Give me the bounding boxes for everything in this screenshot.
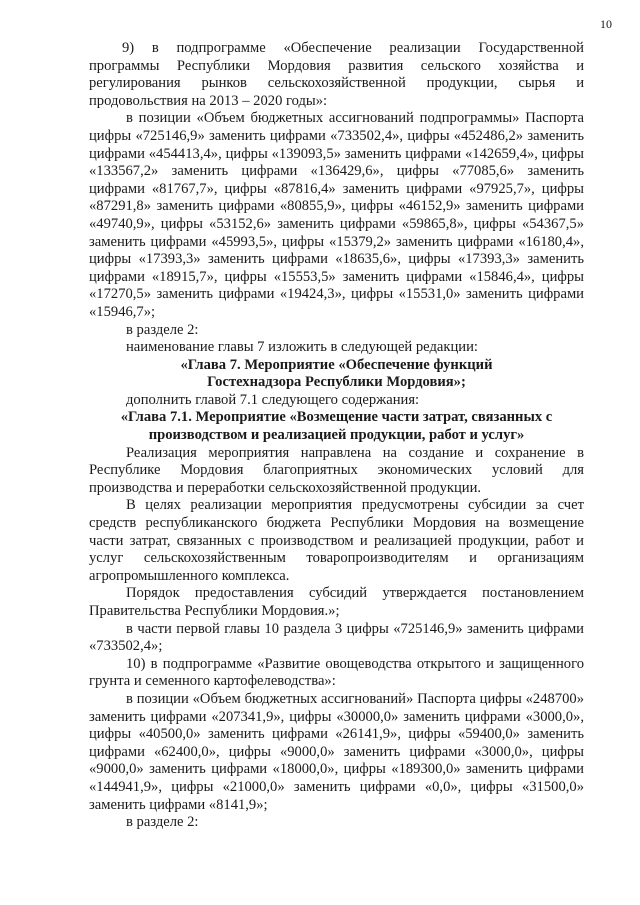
paragraph-budget-allocations: в позиции «Объем бюджетных ассигнований подпрограммы» Паспорта цифры «725146,9» заменить цифрами «733502,4», цифры «452486,2» заменить цифрами «454413,4», цифры «139093,5» заменить цифрами «142659,4», цифры «133567,2» заменить цифрами «136429,6», цифры «77085,6» заменить цифрами «81767,7», цифры «87816,4» заменить цифрами «97925,7», цифры «87291,8» заменить цифрами «80855,9», цифры «46152,9» заменить цифрами «49740,9», цифры «53152,6» заменить цифрами «59865,8», цифры «54367,5» заменить цифрами «45993,5», цифры «15379,2» заменить цифрами «16180,4», цифры «17393,3» заменить цифрами «18635,6», цифры «17393,3» заменить цифрами «18915,7», цифры «15553,5» заменить цифрами «15846,4», цифры «17270,5» заменить цифрами «19424,3», цифры «15531,0» заменить цифрами «15946,7»;	[89, 110, 584, 320]
paragraph-measure-purpose: Реализация мероприятия направлена на создание и сохранение в Республике Мордовия благоприятных экономических условий для производства и переработки сельскохозяйственной продукции.	[89, 444, 584, 496]
heading-chapter-7: «Глава 7. Мероприятие «Обеспечение функций Гостехнадзора Республики Мордовия»;	[180, 356, 493, 391]
paragraph-chapter-10: в части первой главы 10 раздела 3 цифры «725146,9» заменить цифрами «733502,4»;	[89, 620, 584, 655]
page-number: 10	[600, 17, 612, 31]
paragraph-chapter-7-rename: наименование главы 7 изложить в следующей редакции:	[126, 339, 478, 356]
paragraph-section-2: в разделе 2:	[126, 321, 199, 338]
paragraph-add-chapter-7-1: дополнить главой 7.1 следующего содержания:	[126, 391, 420, 408]
paragraph-vegetable-budget: в позиции «Объем бюджетных ассигнований» Паспорта цифры «248700» заменить цифрами «207341,9», цифры «30000,0» заменить цифрами «3000,0», цифры «40500,0» заменить цифрами «26141,9», цифры «59400,0» заменить цифрами «62400,0», цифры «9000,0» заменить цифрами «3000,0», цифры «9000,0» заменить цифрами «18000,0», цифры «189300,0» заменить цифрами «144941,9», цифры «21000,0» заменить цифрами «0,0», цифры «31500,0» заменить цифрами «8141,9»;	[89, 690, 584, 813]
paragraph-section-2-end: в разделе 2:	[126, 814, 199, 831]
document-body	[89, 40, 584, 832]
paragraph-subsidies: В целях реализации мероприятия предусмотрены субсидии за счет средств республиканского бюджета Республики Мордовия на возмещение части затрат, связанных с производством и реализацией продукции, работ и услуг сельскохозяйственным товаропроизводителям и организациям агропромышленного комплекса.	[89, 497, 584, 584]
heading-chapter-7-1: «Глава 7.1. Мероприятие «Возмещение части затрат, связанных с производством и реализацией продукции, работ и услуг»	[120, 409, 553, 444]
paragraph-item-9: 9) в подпрограмме «Обеспечение реализации Государственной программы Республики Мордовия развития сельского хозяйства и регулирования рынков сельскохозяйственной продукции, сырья и продовольствия на 2013 – 2020 годы»:	[89, 40, 584, 109]
paragraph-item-10: 10) в подпрограмме «Развитие овощеводства открытого и защищенного грунта и семенного картофелеводства»:	[89, 655, 584, 690]
paragraph-subsidy-procedure: Порядок предоставления субсидий утверждается постановлением Правительства Республики Мордовия.»;	[89, 585, 584, 619]
